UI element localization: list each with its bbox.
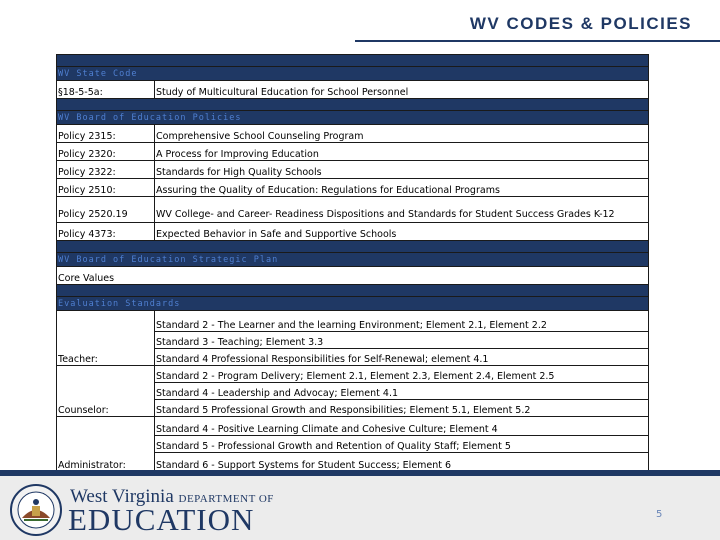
table-row xyxy=(57,311,649,332)
description-cell: WV College- and Career- Readiness Dispositions and Standards for Student Success Grades K-12 xyxy=(155,197,649,223)
description-cell: Study of Multicultural Education for School Personnel xyxy=(155,81,649,99)
section-bar xyxy=(57,285,649,297)
section-header xyxy=(57,253,649,267)
evaluation-heading: Evaluation Standards xyxy=(57,297,649,311)
section-header xyxy=(57,111,649,125)
description-cell: Expected Behavior in Safe and Supportive Schools xyxy=(155,223,649,241)
table-row xyxy=(57,179,649,197)
description-cell: Assuring the Quality of Education: Regulations for Educational Programs xyxy=(155,179,649,197)
standard-cell: Standard 2 - Program Delivery; Element 2.1, Element 2.3, Element 2.4, Element 2.5 xyxy=(155,366,649,383)
administrator-label: Administrator: xyxy=(57,417,155,472)
standard-cell: Standard 6 - Support Systems for Student Success; Element 6 xyxy=(155,453,649,472)
table-row xyxy=(57,197,649,223)
code-cell: Policy 2520.19 xyxy=(57,197,155,223)
policies-heading: WV Board of Education Policies xyxy=(57,111,649,125)
table-row xyxy=(57,417,649,436)
standard-cell: Standard 4 - Positive Learning Climate and Cohesive Culture; Element 4 xyxy=(155,417,649,436)
section-bar xyxy=(57,241,649,253)
counselor-label: Counselor: xyxy=(57,366,155,417)
org-dept: DEPARTMENT OF xyxy=(178,493,274,505)
codes-policies-table xyxy=(56,54,649,472)
table-row xyxy=(57,366,649,383)
table-row xyxy=(57,81,649,99)
standard-cell: Standard 4 Professional Responsibilities for Self-Renewal; element 4.1 xyxy=(155,349,649,366)
description-cell: Comprehensive School Counseling Program xyxy=(155,125,649,143)
table-row xyxy=(57,125,649,143)
table-row xyxy=(57,223,649,241)
code-cell: Policy 2320: xyxy=(57,143,155,161)
table-top-bar xyxy=(57,55,649,67)
standard-cell: Standard 5 Professional Growth and Responsibilities; Element 5.1, Element 5.2 xyxy=(155,400,649,417)
table-row xyxy=(57,267,649,285)
standard-cell: Standard 5 - Professional Growth and Retention of Quality Staff; Element 5 xyxy=(155,436,649,453)
table-row xyxy=(57,143,649,161)
description-cell: A Process for Improving Education xyxy=(155,143,649,161)
description-cell: Standards for High Quality Schools xyxy=(155,161,649,179)
teacher-label: Teacher: xyxy=(57,311,155,366)
code-cell: §18-5-5a: xyxy=(57,81,155,99)
state-code-heading: WV State Code xyxy=(57,67,649,81)
code-cell: Policy 2510: xyxy=(57,179,155,197)
state-seal-icon xyxy=(10,484,62,536)
code-cell: Policy 2315: xyxy=(57,125,155,143)
section-header xyxy=(57,297,649,311)
core-values-cell: Core Values xyxy=(57,267,649,285)
section-header xyxy=(57,67,649,81)
strategic-plan-heading: WV Board of Education Strategic Plan xyxy=(57,253,649,267)
standard-cell: Standard 2 - The Learner and the learning Environment; Element 2.1, Element 2.2 xyxy=(155,311,649,332)
page-title: WV CODES & POLICIES xyxy=(469,14,692,33)
title-underline xyxy=(355,40,720,42)
code-cell: Policy 2322: xyxy=(57,161,155,179)
section-bar xyxy=(57,99,649,111)
page-number: 5 xyxy=(656,509,663,520)
org-line2: EDUCATION xyxy=(68,502,255,537)
standard-cell: Standard 4 - Leadership and Advocay; Element 4.1 xyxy=(155,383,649,400)
org-line1: West Virginia xyxy=(70,486,174,507)
code-cell: Policy 4373: xyxy=(57,223,155,241)
table-row xyxy=(57,161,649,179)
standard-cell: Standard 3 - Teaching; Element 3.3 xyxy=(155,332,649,349)
